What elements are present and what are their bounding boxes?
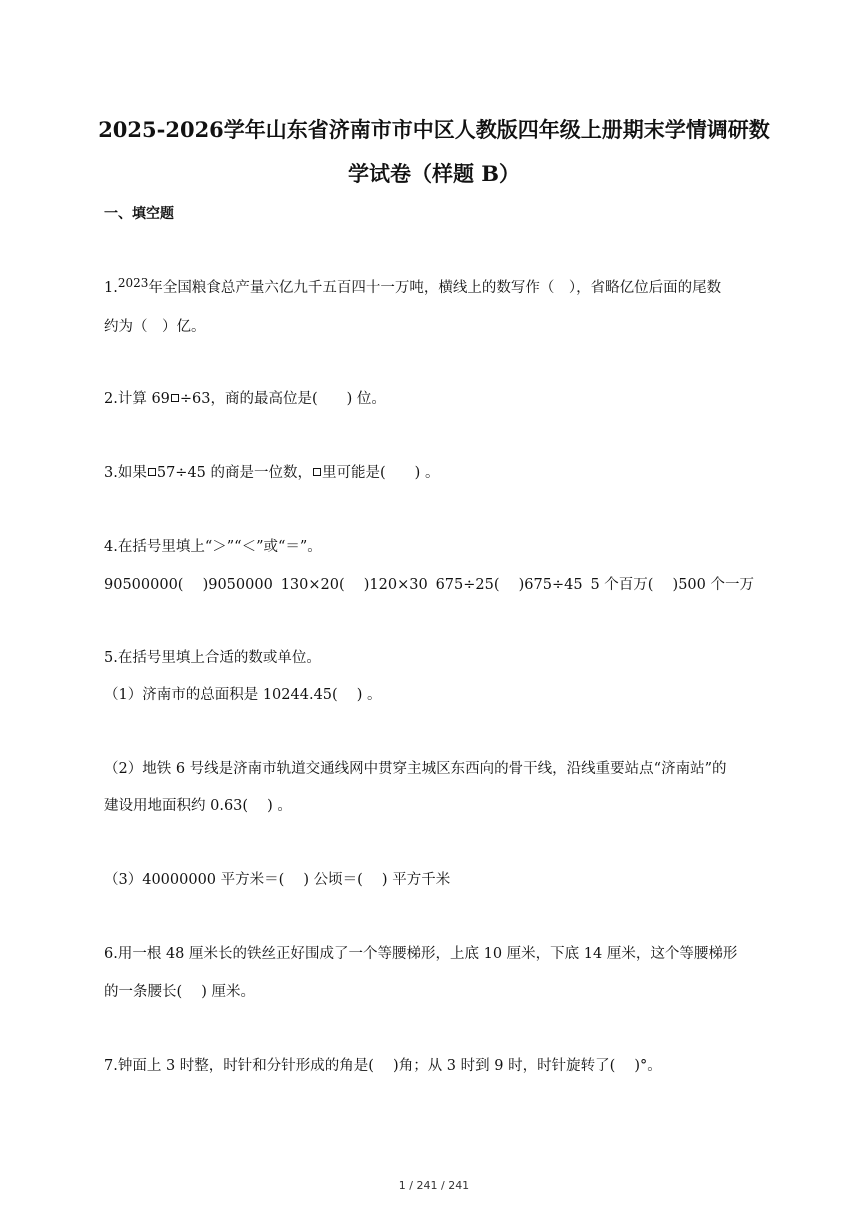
- question-3-text-c: 里可能是( ) 。: [322, 465, 440, 481]
- question-4-item: 130×20( )120×30: [280, 577, 428, 593]
- question-1-year: 2023: [117, 276, 149, 290]
- question-6-line-1: 6.用一根 48 厘米长的铁丝正好围成了一个等腰梯形，上底 10 厘米，下底 14 厘米，这个等腰梯形: [104, 946, 738, 962]
- question-5-part-1: （1）济南市的总面积是 10244.45( ) 。: [104, 687, 382, 703]
- title-line-1: 2025-2026学年山东省济南市市中区人教版四年级上册期末学情调研数: [98, 117, 770, 142]
- question-1-text-a: 年全国粮食总产量六亿九千五百四十一万吨，横线上的数写作（ ），省略亿位后面的尾数: [148, 280, 722, 296]
- question-3-text-b: 57÷45 的商是一位数，: [156, 465, 313, 481]
- question-7: 7.钟面上 3 时整，时针和分针形成的角是( )角；从 3 时到 9 时，时针旋转了( )°。: [104, 1058, 662, 1074]
- question-5-part-2-line-1: （2）地铁 6 号线是济南市轨道交通线网中贯穿主城区东西向的骨干线，沿线重要站点“济南站”的: [104, 761, 727, 777]
- question-3-text-a: 3.如果: [104, 465, 147, 481]
- question-1-line-1: [104, 278, 721, 298]
- question-5-part-2-line-2: 建设用地面积约 0.63( ) 。: [104, 798, 292, 814]
- blank-square-icon: [148, 468, 156, 476]
- question-4-text: 4.在括号里填上“＞”“＜”或“＝”。: [104, 539, 322, 555]
- blank-square-icon: [313, 468, 321, 476]
- section-heading: 一、填空题: [104, 206, 174, 222]
- question-5-text: 5.在括号里填上合适的数或单位。: [104, 650, 321, 666]
- blank-square-icon: [171, 394, 179, 402]
- question-1-number: 1.: [104, 280, 118, 296]
- question-4-item: 5 个百万( )500 个一万: [590, 577, 754, 593]
- question-2-text-a: 2.计算 69: [104, 391, 170, 407]
- question-1-line-2: 约为（ ）亿。: [104, 319, 206, 335]
- page-number: 1 / 241 / 241: [398, 1179, 470, 1192]
- question-4-item: 675÷25( )675÷45: [435, 577, 583, 593]
- question-4-items: [104, 573, 754, 594]
- question-2: [104, 389, 386, 409]
- question-5-part-3: （3）40000000 平方米＝( ) 公顷＝( ) 平方千米: [104, 872, 451, 888]
- question-4-item: 90500000( )9050000: [104, 577, 273, 593]
- title-line-2: 学试卷（样题 B）: [347, 161, 521, 186]
- question-2-text-b: ÷63，商的最高位是( ) 位。: [179, 391, 386, 407]
- question-6-line-2: 的一条腰长( ) 厘米。: [104, 984, 256, 1000]
- question-3: [104, 463, 439, 483]
